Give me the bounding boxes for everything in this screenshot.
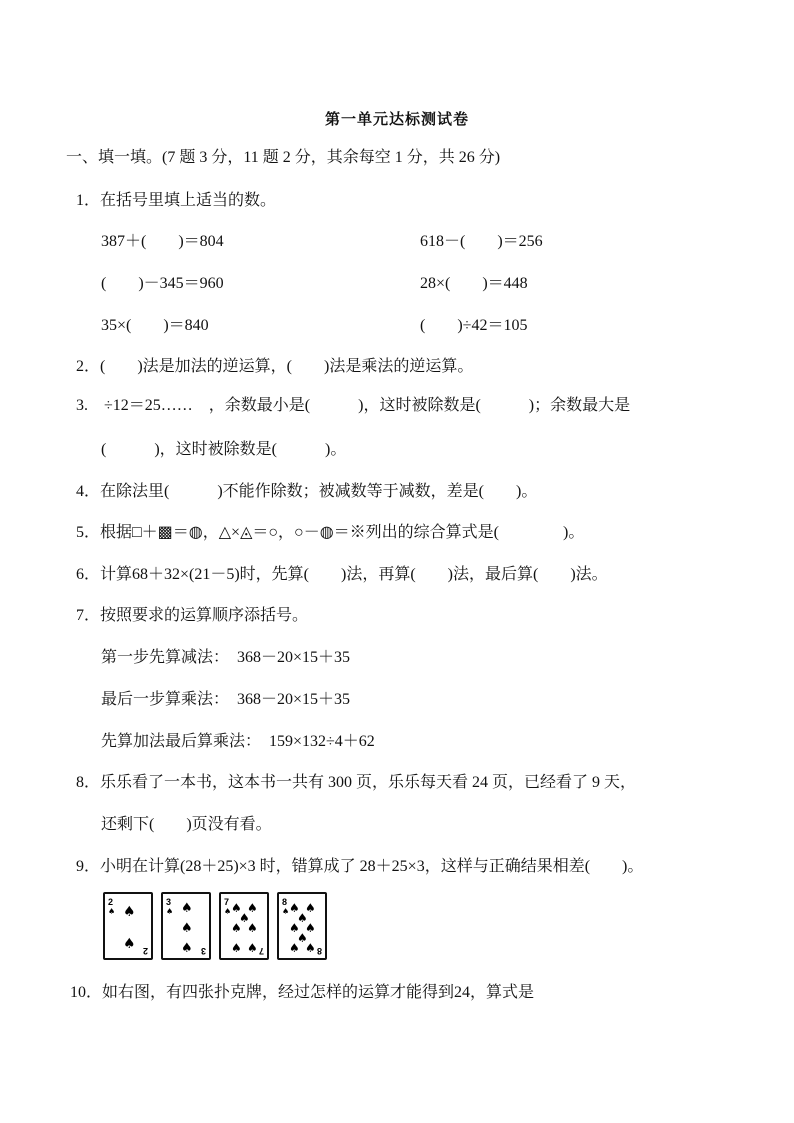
q1-equation-e: 35×( )＝840 — [101, 317, 209, 334]
question-6: 6．计算68＋32×(21－5)时，先算( )法，再算( )法，最后算( )法。 — [76, 566, 608, 583]
q1-equation-a: 387＋( )＝804 — [101, 233, 224, 250]
question-3-line1: 3. ÷12＝25…… ，余数最小是( )，这时被除数是( )；余数最大是 — [76, 397, 631, 414]
question-3-line2: ( )，这时被除数是( )。 — [101, 441, 347, 458]
card-rank-top: 2 — [108, 897, 114, 907]
section-heading: 一、填一填。(7 题 3 分，11 题 2 分，其余每空 1 分，共 26 分) — [66, 149, 501, 166]
question-4: 4．在除法里( )不能作除数；被减数等于减数，差是( )。 — [76, 483, 538, 500]
playing-cards-figure — [103, 892, 333, 962]
card-pip: ♠ — [181, 941, 193, 956]
question-5: 5．根据□＋▩＝◍，△×◬＝○，○－◍＝※列出的综合算式是( )。 — [76, 524, 585, 541]
card-pip: ♠ — [297, 931, 308, 945]
question-10: 10．如右图，有四张扑克牌，经过怎样的运算才能得到24，算式是 — [70, 984, 535, 1001]
card-pip: ♠ — [305, 941, 316, 955]
card-face-icon — [105, 894, 151, 958]
card-rank-top: 7 — [224, 897, 230, 907]
card-rank-top: 3 — [166, 897, 172, 907]
card-spade-8 — [277, 892, 327, 960]
card-face-icon — [279, 894, 325, 958]
question-1: 1．在括号里填上适当的数。 — [76, 192, 277, 209]
card-pip: ♠ — [239, 911, 250, 925]
q1-equation-b: 618－( )＝256 — [420, 233, 543, 250]
card-face-icon — [163, 894, 209, 958]
question-7: 7．按照要求的运算顺序添括号。 — [76, 607, 309, 624]
card-spade-2 — [103, 892, 153, 960]
question-8-line2: 还剩下( )页没有看。 — [101, 816, 272, 833]
card-pip: ♠ — [231, 921, 242, 935]
q1-equation-c: ( )－345＝960 — [101, 275, 224, 292]
card-pip: ♠ — [247, 901, 258, 915]
card-suit-small-top: ♠ — [108, 907, 116, 916]
card-pip: ♠ — [123, 936, 136, 952]
card-pip: ♠ — [181, 901, 193, 916]
card-pip: ♠ — [247, 941, 258, 955]
question-2: 2．( )法是加法的逆运算，( )法是乘法的逆运算。 — [76, 358, 474, 375]
card-suit-small-top: ♠ — [166, 907, 174, 916]
question-8-line1: 8．乐乐看了一本书，这本书一共有 300 页，乐乐每天看 24 页，已经看了 9 天， — [76, 774, 637, 791]
card-suit-small-top: ♠ — [282, 907, 290, 916]
card-pip: ♠ — [123, 904, 136, 920]
q1-equation-d: 28×( )＝448 — [420, 275, 528, 292]
page-title: 第一单元达标测试卷 — [324, 112, 469, 128]
card-suit-small-top: ♠ — [224, 907, 232, 916]
card-rank-bottom: 7 — [258, 946, 264, 956]
card-pip: ♠ — [247, 921, 258, 935]
card-pip: ♠ — [305, 901, 316, 915]
card-rank-bottom: 3 — [200, 946, 206, 956]
card-pip: ♠ — [231, 901, 242, 915]
q7-item-b: 最后一步算乘法： 368－20×15＋35 — [101, 691, 351, 708]
card-pip: ♠ — [305, 921, 316, 935]
card-pip: ♠ — [181, 921, 193, 936]
card-pip: ♠ — [231, 941, 242, 955]
card-pip: ♠ — [297, 911, 308, 925]
card-spade-3 — [161, 892, 211, 960]
card-pip: ♠ — [289, 901, 300, 915]
q7-item-a: 第一步先算减法： 368－20×15＋35 — [101, 649, 351, 666]
card-rank-top: 8 — [282, 897, 288, 907]
card-pip: ♠ — [289, 921, 300, 935]
q1-equation-f: ( )÷42＝105 — [420, 317, 528, 334]
card-rank-bottom: 2 — [142, 946, 148, 956]
card-face-icon — [221, 894, 267, 958]
card-pip: ♠ — [289, 941, 300, 955]
question-9: 9．小明在计算(28＋25)×3 时，错算成了 28＋25×3，这样与正确结果相差( )。 — [76, 858, 644, 875]
card-rank-bottom: 8 — [316, 946, 322, 956]
card-spade-7 — [219, 892, 269, 960]
q7-item-c: 先算加法最后算乘法： 159×132÷4＋62 — [101, 733, 375, 750]
